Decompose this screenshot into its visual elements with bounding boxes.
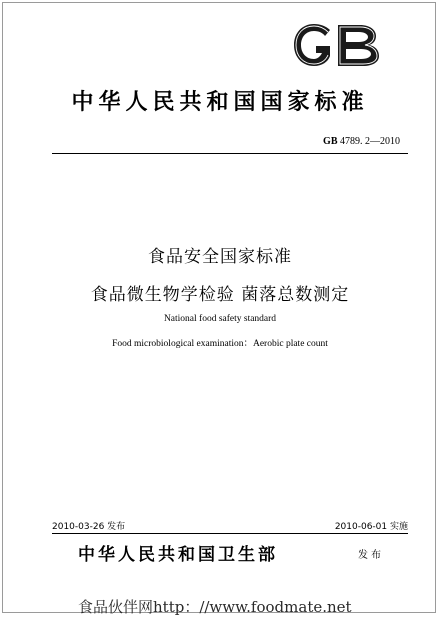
website-watermark[interactable]: 食品伙伴网http：//www.foodmate.net (78, 598, 352, 616)
implementation-date: 2010-06-01 实施 (334, 522, 408, 532)
standard-prefix: GB (323, 136, 338, 147)
gb-logo (292, 22, 382, 68)
standard-code: 4789. 2—2010 (340, 136, 400, 147)
national-standard-header: 中华人民共和国国家标准 (71, 90, 369, 115)
standard-number (323, 136, 400, 147)
title-english-line-1: National food safety standard (163, 314, 277, 324)
issuer-suffix: 发布 (358, 550, 384, 561)
issue-date: 2010-03-26 发布 (52, 522, 126, 532)
title-chinese-line-1: 食品安全国家标准 (148, 247, 292, 267)
title-chinese-line-2: 食品微生物学检验 菌落总数测定 (90, 285, 350, 305)
bottom-divider (52, 533, 408, 534)
title-english-line-2: Food microbiological examination：Aerobic plate count (112, 339, 328, 349)
issuer-name: 中华人民共和国卫生部 (78, 545, 278, 565)
top-divider (52, 153, 408, 154)
